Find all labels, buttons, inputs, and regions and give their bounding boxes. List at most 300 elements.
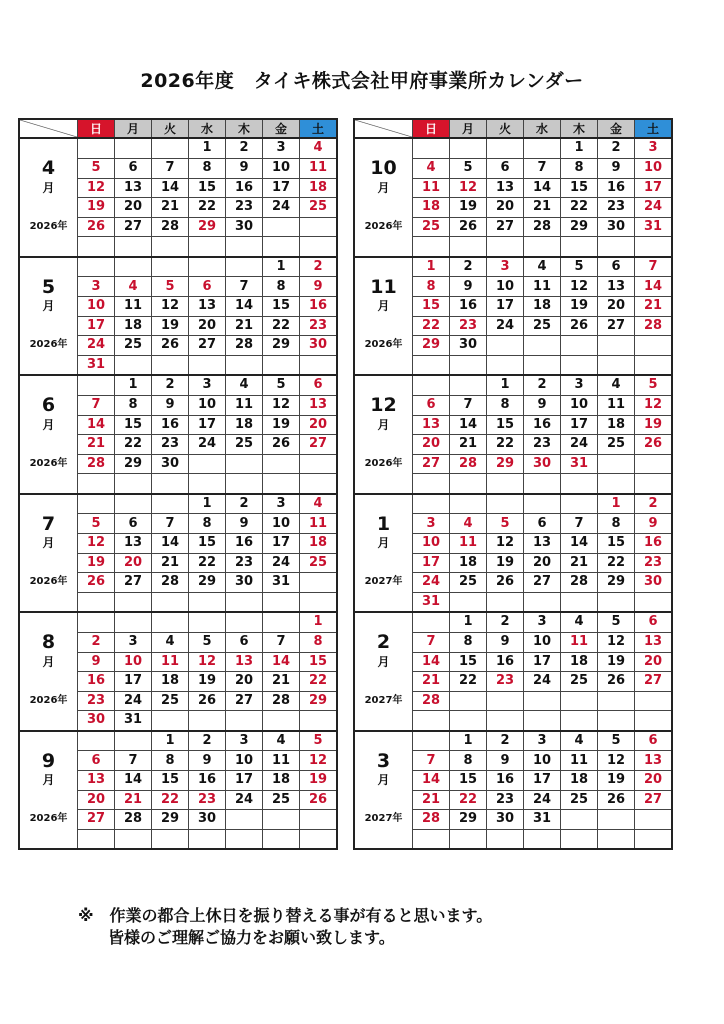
day-cell: 17: [263, 534, 300, 554]
day-cell: 25: [413, 217, 450, 237]
day-cell: 14: [561, 534, 598, 554]
day-cell: 20: [524, 553, 561, 573]
day-cell: 29: [450, 810, 487, 830]
day-cell: 12: [189, 652, 226, 672]
day-cell: 11: [450, 534, 487, 554]
day-cell: 9: [450, 277, 487, 297]
day-cell: 18: [115, 316, 152, 336]
day-cell: [413, 355, 450, 375]
day-cell: 23: [189, 790, 226, 810]
day-cell: 23: [226, 553, 263, 573]
day-cell: 20: [300, 415, 338, 435]
day-cell: 21: [635, 297, 673, 317]
day-cell: 17: [115, 672, 152, 692]
day-cell: 21: [263, 672, 300, 692]
day-cell: [413, 612, 450, 632]
week-row: [354, 672, 672, 692]
day-cell: [226, 592, 263, 612]
week-row: [354, 395, 672, 415]
week-row: [354, 592, 672, 612]
day-cell: 14: [413, 771, 450, 791]
day-cell: 20: [115, 553, 152, 573]
month-year: 2027年: [354, 691, 413, 711]
day-cell: [561, 829, 598, 849]
day-cell: 10: [115, 652, 152, 672]
day-cell: 2: [487, 731, 524, 751]
day-cell: 28: [561, 573, 598, 593]
day-cell: 11: [561, 751, 598, 771]
day-cell: 6: [635, 612, 673, 632]
month-label-blank: [354, 711, 413, 731]
day-cell: 28: [152, 573, 189, 593]
weekday-header: 日: [413, 119, 450, 138]
month-suffix: 月: [19, 771, 78, 791]
day-cell: 20: [487, 198, 524, 218]
day-cell: [487, 474, 524, 494]
month-label-blank: [19, 435, 78, 455]
calendar-column-right: [353, 118, 673, 850]
day-cell: [263, 454, 300, 474]
day-cell: [189, 454, 226, 474]
day-cell: 1: [598, 494, 635, 514]
day-cell: [635, 474, 673, 494]
day-cell: 5: [487, 514, 524, 534]
day-cell: 24: [78, 336, 115, 356]
day-cell: 21: [152, 198, 189, 218]
week-row: [354, 158, 672, 178]
day-cell: 11: [300, 514, 338, 534]
month-label-blank: [19, 375, 78, 395]
day-cell: 19: [300, 771, 338, 791]
day-cell: [487, 336, 524, 356]
weekday-header: 木: [226, 119, 263, 138]
day-cell: [226, 612, 263, 632]
day-cell: 28: [413, 810, 450, 830]
day-cell: [78, 474, 115, 494]
day-cell: 26: [263, 435, 300, 455]
month-label-blank: [354, 474, 413, 494]
day-cell: 9: [226, 514, 263, 534]
day-cell: [450, 494, 487, 514]
day-cell: 22: [189, 553, 226, 573]
day-cell: 6: [300, 375, 338, 395]
day-cell: 27: [226, 691, 263, 711]
day-cell: 1: [263, 257, 300, 277]
day-cell: 27: [189, 336, 226, 356]
day-cell: [561, 494, 598, 514]
day-cell: 24: [524, 790, 561, 810]
day-cell: 4: [300, 494, 338, 514]
week-row: [354, 355, 672, 375]
day-cell: [598, 355, 635, 375]
day-cell: [226, 474, 263, 494]
day-cell: [598, 474, 635, 494]
day-cell: 5: [598, 612, 635, 632]
day-cell: 15: [450, 652, 487, 672]
day-cell: 22: [263, 316, 300, 336]
day-cell: 17: [263, 178, 300, 198]
day-cell: [263, 217, 300, 237]
day-cell: [524, 592, 561, 612]
day-cell: 26: [300, 790, 338, 810]
weekday-header: 火: [152, 119, 189, 138]
day-cell: 6: [226, 632, 263, 652]
day-cell: [635, 355, 673, 375]
day-cell: [300, 573, 338, 593]
month-label-blank: [354, 237, 413, 257]
day-cell: [524, 474, 561, 494]
day-cell: 16: [635, 534, 673, 554]
month-number: 7: [19, 514, 78, 534]
week-row: [19, 790, 337, 810]
month-number: 11: [354, 277, 413, 297]
day-cell: 17: [226, 771, 263, 791]
day-cell: 8: [152, 751, 189, 771]
day-cell: [152, 711, 189, 731]
day-cell: 2: [487, 612, 524, 632]
day-cell: 29: [413, 336, 450, 356]
day-cell: 27: [300, 435, 338, 455]
week-row: [19, 158, 337, 178]
day-cell: [450, 711, 487, 731]
day-cell: 29: [263, 336, 300, 356]
day-cell: 19: [561, 297, 598, 317]
day-cell: 8: [263, 277, 300, 297]
month-number: 12: [354, 395, 413, 415]
day-cell: [226, 829, 263, 849]
day-cell: 8: [450, 751, 487, 771]
day-cell: 6: [487, 158, 524, 178]
day-cell: [561, 336, 598, 356]
day-cell: 7: [413, 632, 450, 652]
day-cell: [561, 355, 598, 375]
day-cell: 26: [78, 573, 115, 593]
day-cell: 28: [78, 454, 115, 474]
week-row: [19, 632, 337, 652]
day-cell: 13: [226, 652, 263, 672]
day-cell: [78, 612, 115, 632]
day-cell: [263, 612, 300, 632]
day-cell: 11: [115, 297, 152, 317]
week-row: [354, 573, 672, 593]
day-cell: 26: [487, 573, 524, 593]
month-year: 2027年: [354, 810, 413, 830]
day-cell: 19: [152, 316, 189, 336]
month-label-blank: [354, 494, 413, 514]
day-cell: 20: [115, 198, 152, 218]
day-cell: 12: [263, 395, 300, 415]
day-cell: 19: [189, 672, 226, 692]
day-cell: [189, 612, 226, 632]
day-cell: 9: [226, 158, 263, 178]
day-cell: 16: [524, 415, 561, 435]
day-cell: 18: [450, 553, 487, 573]
day-cell: 7: [226, 277, 263, 297]
week-row: [19, 454, 337, 474]
day-cell: 27: [413, 454, 450, 474]
month-label-blank: [354, 553, 413, 573]
day-cell: [152, 237, 189, 257]
day-cell: [115, 474, 152, 494]
day-cell: 18: [561, 652, 598, 672]
day-cell: [189, 711, 226, 731]
day-cell: 28: [524, 217, 561, 237]
day-cell: 31: [524, 810, 561, 830]
month-year: 2027年: [354, 573, 413, 593]
day-cell: 16: [487, 652, 524, 672]
weekday-header: 水: [524, 119, 561, 138]
week-row: [19, 198, 337, 218]
day-cell: 4: [115, 277, 152, 297]
day-cell: 18: [524, 297, 561, 317]
day-cell: 16: [450, 297, 487, 317]
day-cell: [152, 592, 189, 612]
day-cell: 25: [300, 198, 338, 218]
weekday-header: 金: [598, 119, 635, 138]
day-cell: 19: [487, 553, 524, 573]
day-cell: 9: [487, 751, 524, 771]
day-cell: [635, 454, 673, 474]
week-row: [19, 297, 337, 317]
month-suffix: 月: [354, 652, 413, 672]
week-row: [354, 632, 672, 652]
day-cell: 11: [226, 395, 263, 415]
week-row: [19, 731, 337, 751]
day-cell: 26: [189, 691, 226, 711]
month-label-blank: [19, 731, 78, 751]
day-cell: 28: [152, 217, 189, 237]
week-row: [354, 711, 672, 731]
day-cell: 6: [115, 514, 152, 534]
day-cell: 4: [561, 612, 598, 632]
day-cell: [115, 257, 152, 277]
weekday-header: 日: [78, 119, 115, 138]
day-cell: [263, 711, 300, 731]
day-cell: 17: [78, 316, 115, 336]
week-row: [354, 553, 672, 573]
day-cell: [524, 494, 561, 514]
week-row: [19, 435, 337, 455]
day-cell: 21: [78, 435, 115, 455]
day-cell: [300, 355, 338, 375]
day-cell: 21: [413, 672, 450, 692]
day-cell: [226, 355, 263, 375]
day-cell: 13: [487, 178, 524, 198]
day-cell: [598, 336, 635, 356]
weekday-header: 木: [561, 119, 598, 138]
day-cell: 12: [78, 178, 115, 198]
day-cell: 18: [226, 415, 263, 435]
week-row: [19, 217, 337, 237]
day-cell: [635, 711, 673, 731]
month-label-blank: [354, 790, 413, 810]
week-row: [354, 514, 672, 534]
month-year: 2026年: [19, 336, 78, 356]
day-cell: 19: [450, 198, 487, 218]
weekday-header: 水: [189, 119, 226, 138]
week-row: [19, 771, 337, 791]
day-cell: [300, 810, 338, 830]
day-cell: 30: [635, 573, 673, 593]
day-cell: 23: [487, 790, 524, 810]
day-cell: [450, 237, 487, 257]
day-cell: [152, 138, 189, 158]
day-cell: 9: [78, 652, 115, 672]
day-cell: 15: [487, 415, 524, 435]
day-cell: [598, 454, 635, 474]
day-cell: 13: [598, 277, 635, 297]
day-cell: 1: [413, 257, 450, 277]
day-cell: 7: [115, 751, 152, 771]
day-cell: [413, 237, 450, 257]
day-cell: 30: [524, 454, 561, 474]
month-label-blank: [19, 711, 78, 731]
month-label-blank: [19, 316, 78, 336]
day-cell: 24: [635, 198, 673, 218]
day-cell: 6: [635, 731, 673, 751]
day-cell: 9: [300, 277, 338, 297]
day-cell: [226, 810, 263, 830]
day-cell: 19: [78, 198, 115, 218]
day-cell: 5: [189, 632, 226, 652]
calendar-title: 2026年度 タイキ株式会社甲府事業所カレンダー: [140, 70, 584, 92]
month-label-blank: [19, 257, 78, 277]
day-cell: [189, 592, 226, 612]
day-cell: 4: [598, 375, 635, 395]
day-cell: 25: [561, 672, 598, 692]
day-cell: 16: [598, 178, 635, 198]
day-cell: 27: [115, 573, 152, 593]
day-cell: 20: [78, 790, 115, 810]
day-cell: [226, 454, 263, 474]
week-row: [354, 652, 672, 672]
month-label-blank: [19, 355, 78, 375]
day-cell: 21: [226, 316, 263, 336]
day-cell: 25: [300, 553, 338, 573]
month-suffix: 月: [354, 534, 413, 554]
month-suffix: 月: [19, 297, 78, 317]
day-cell: 16: [300, 297, 338, 317]
day-cell: 27: [487, 217, 524, 237]
day-cell: 29: [115, 454, 152, 474]
day-cell: 18: [263, 771, 300, 791]
day-cell: 26: [78, 217, 115, 237]
day-cell: 26: [152, 336, 189, 356]
day-cell: [450, 375, 487, 395]
day-cell: 11: [598, 395, 635, 415]
day-cell: 8: [450, 632, 487, 652]
day-cell: [300, 711, 338, 731]
day-cell: 17: [189, 415, 226, 435]
day-cell: 27: [635, 790, 673, 810]
week-row: [354, 790, 672, 810]
day-cell: 2: [152, 375, 189, 395]
day-cell: 5: [598, 731, 635, 751]
day-cell: [561, 711, 598, 731]
month-label-blank: [354, 829, 413, 849]
day-cell: [598, 592, 635, 612]
day-cell: 25: [263, 790, 300, 810]
day-cell: 8: [487, 395, 524, 415]
day-cell: 3: [189, 375, 226, 395]
day-cell: 8: [598, 514, 635, 534]
day-cell: 22: [152, 790, 189, 810]
day-cell: [115, 138, 152, 158]
day-cell: [78, 257, 115, 277]
day-cell: [115, 494, 152, 514]
day-cell: 18: [598, 415, 635, 435]
day-cell: [226, 711, 263, 731]
day-cell: [263, 355, 300, 375]
day-cell: [300, 454, 338, 474]
month-number: 1: [354, 514, 413, 534]
day-cell: 6: [189, 277, 226, 297]
day-cell: 31: [635, 217, 673, 237]
week-row: [354, 277, 672, 297]
day-cell: [635, 336, 673, 356]
day-cell: 9: [635, 514, 673, 534]
day-cell: 24: [115, 691, 152, 711]
day-cell: 6: [413, 395, 450, 415]
day-cell: [78, 375, 115, 395]
day-cell: [300, 237, 338, 257]
day-cell: 13: [78, 771, 115, 791]
day-cell: 10: [524, 632, 561, 652]
day-cell: 10: [487, 277, 524, 297]
day-cell: 5: [152, 277, 189, 297]
day-cell: 13: [300, 395, 338, 415]
day-cell: [450, 592, 487, 612]
day-cell: [635, 237, 673, 257]
week-row: [354, 534, 672, 554]
day-cell: 5: [635, 375, 673, 395]
month-year: 2026年: [354, 217, 413, 237]
day-cell: 2: [450, 257, 487, 277]
month-suffix: 月: [354, 178, 413, 198]
day-cell: 28: [450, 454, 487, 474]
day-cell: [524, 691, 561, 711]
day-cell: 10: [635, 158, 673, 178]
week-row: [354, 198, 672, 218]
week-row: [19, 672, 337, 692]
day-cell: 5: [300, 731, 338, 751]
day-cell: 28: [115, 810, 152, 830]
day-cell: [78, 592, 115, 612]
day-cell: [598, 810, 635, 830]
weekday-header: 土: [635, 119, 673, 138]
month-label-blank: [19, 237, 78, 257]
month-number: 8: [19, 632, 78, 652]
day-cell: 22: [300, 672, 338, 692]
day-cell: 7: [263, 632, 300, 652]
day-cell: [300, 592, 338, 612]
day-cell: [189, 257, 226, 277]
week-row: [354, 257, 672, 277]
day-cell: 21: [115, 790, 152, 810]
day-cell: 14: [635, 277, 673, 297]
day-cell: 9: [524, 395, 561, 415]
day-cell: [524, 336, 561, 356]
day-cell: 25: [598, 435, 635, 455]
day-cell: 21: [450, 435, 487, 455]
day-cell: 15: [413, 297, 450, 317]
day-cell: 3: [78, 277, 115, 297]
month-suffix: 月: [19, 534, 78, 554]
day-cell: 15: [598, 534, 635, 554]
day-cell: [226, 237, 263, 257]
day-cell: 7: [450, 395, 487, 415]
month-number: 10: [354, 158, 413, 178]
